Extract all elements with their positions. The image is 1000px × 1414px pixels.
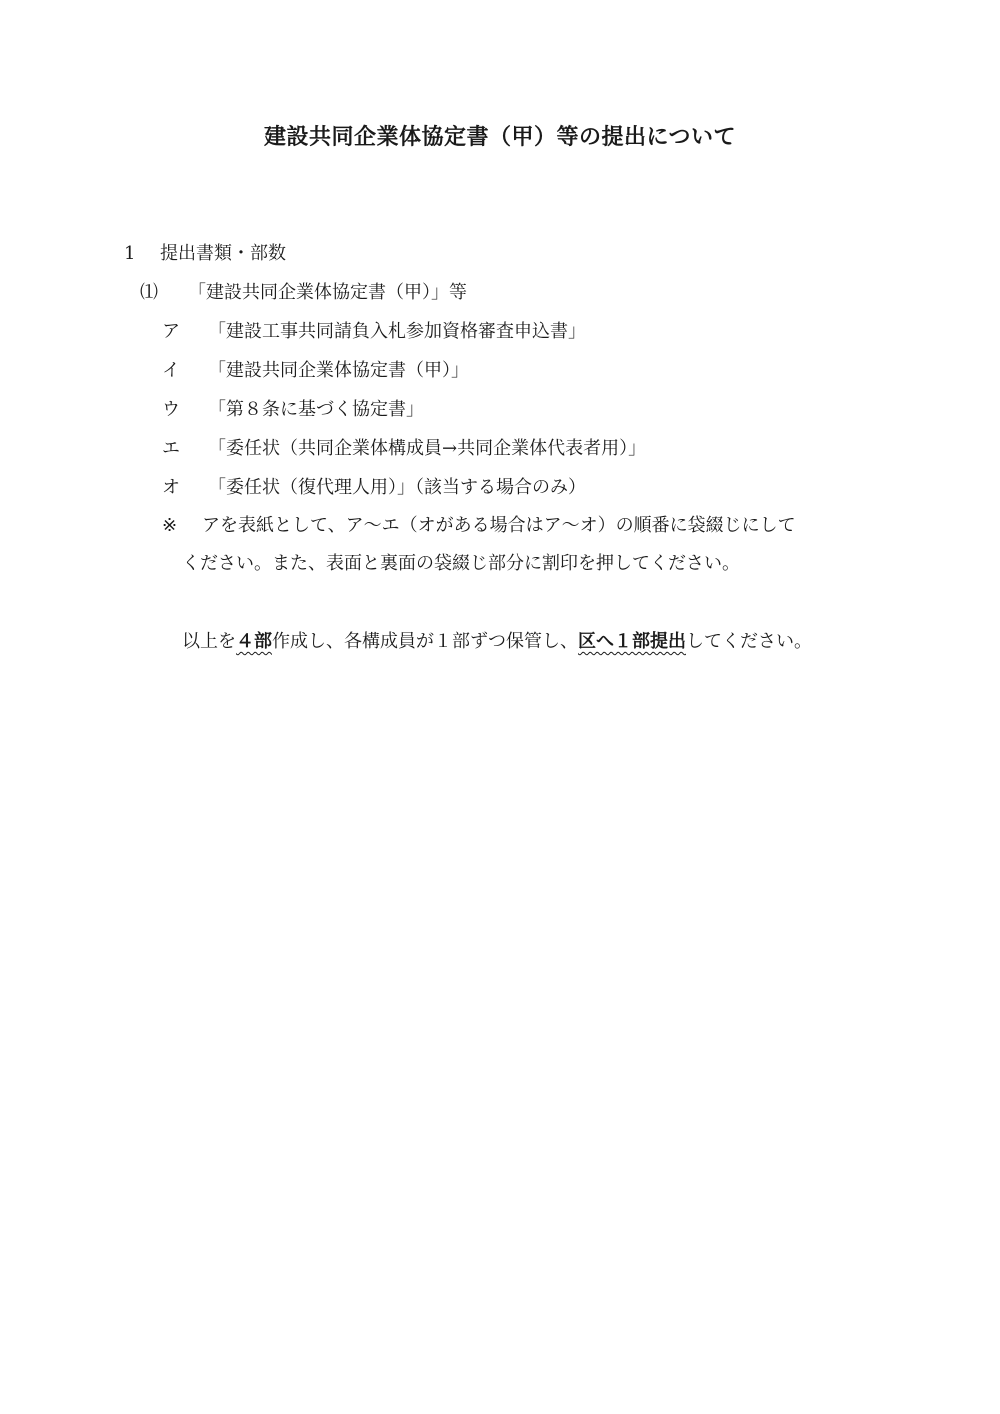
- note-line-2: [182, 551, 740, 577]
- item-text: 「建設工事共同請負入札参加資格審査申込書」: [208, 321, 586, 342]
- list-item: [162, 319, 586, 345]
- note-text-1: アを表紙として、ア～エ（オがある場合はア～オ）の順番に袋綴じにして: [202, 515, 796, 536]
- note-mark: ※: [162, 515, 178, 536]
- closing-emphasis-submit: 区へ１部提出: [578, 631, 686, 652]
- document-title: 建設共同企業体協定書（甲）等の提出について: [263, 124, 737, 150]
- item-label: エ: [162, 438, 180, 459]
- item-text: 「委任状（共同企業体構成員→共同企業体代表者用）」: [208, 438, 647, 459]
- closing-emphasis-copies: ４部: [236, 631, 272, 652]
- list-item: [162, 397, 424, 423]
- closing-text-2: 作成し、各構成員が１部ずつ保管し、: [272, 631, 578, 652]
- closing-text-3: してください。: [686, 631, 812, 652]
- item-label: ウ: [162, 399, 180, 420]
- note-text-2: ください。また、表面と裏面の袋綴じ部分に割印を押してください。: [182, 553, 740, 574]
- section-heading: [124, 241, 286, 267]
- item-text: 「第８条に基づく協定書」: [208, 399, 424, 420]
- item-text: 「建設共同企業体協定書（甲）」: [208, 360, 469, 381]
- subsection-heading-text: 「建設共同企業体協定書（甲）」等: [188, 282, 467, 303]
- list-item: [162, 475, 586, 501]
- closing-paragraph: [182, 629, 812, 655]
- section-number: 1: [124, 243, 136, 264]
- section-heading-text: 提出書類・部数: [160, 243, 286, 264]
- list-item: [162, 358, 469, 384]
- list-item: [162, 436, 646, 462]
- closing-text-1: 以上を: [182, 631, 236, 652]
- item-label: ア: [162, 321, 180, 342]
- subsection-heading: [140, 280, 467, 306]
- note-line-1: [162, 513, 796, 539]
- item-label: オ: [162, 477, 180, 498]
- subsection-number: ⑴: [140, 282, 158, 303]
- item-text: 「委任状（復代理人用）」（該当する場合のみ）: [208, 477, 586, 498]
- item-label: イ: [162, 360, 180, 381]
